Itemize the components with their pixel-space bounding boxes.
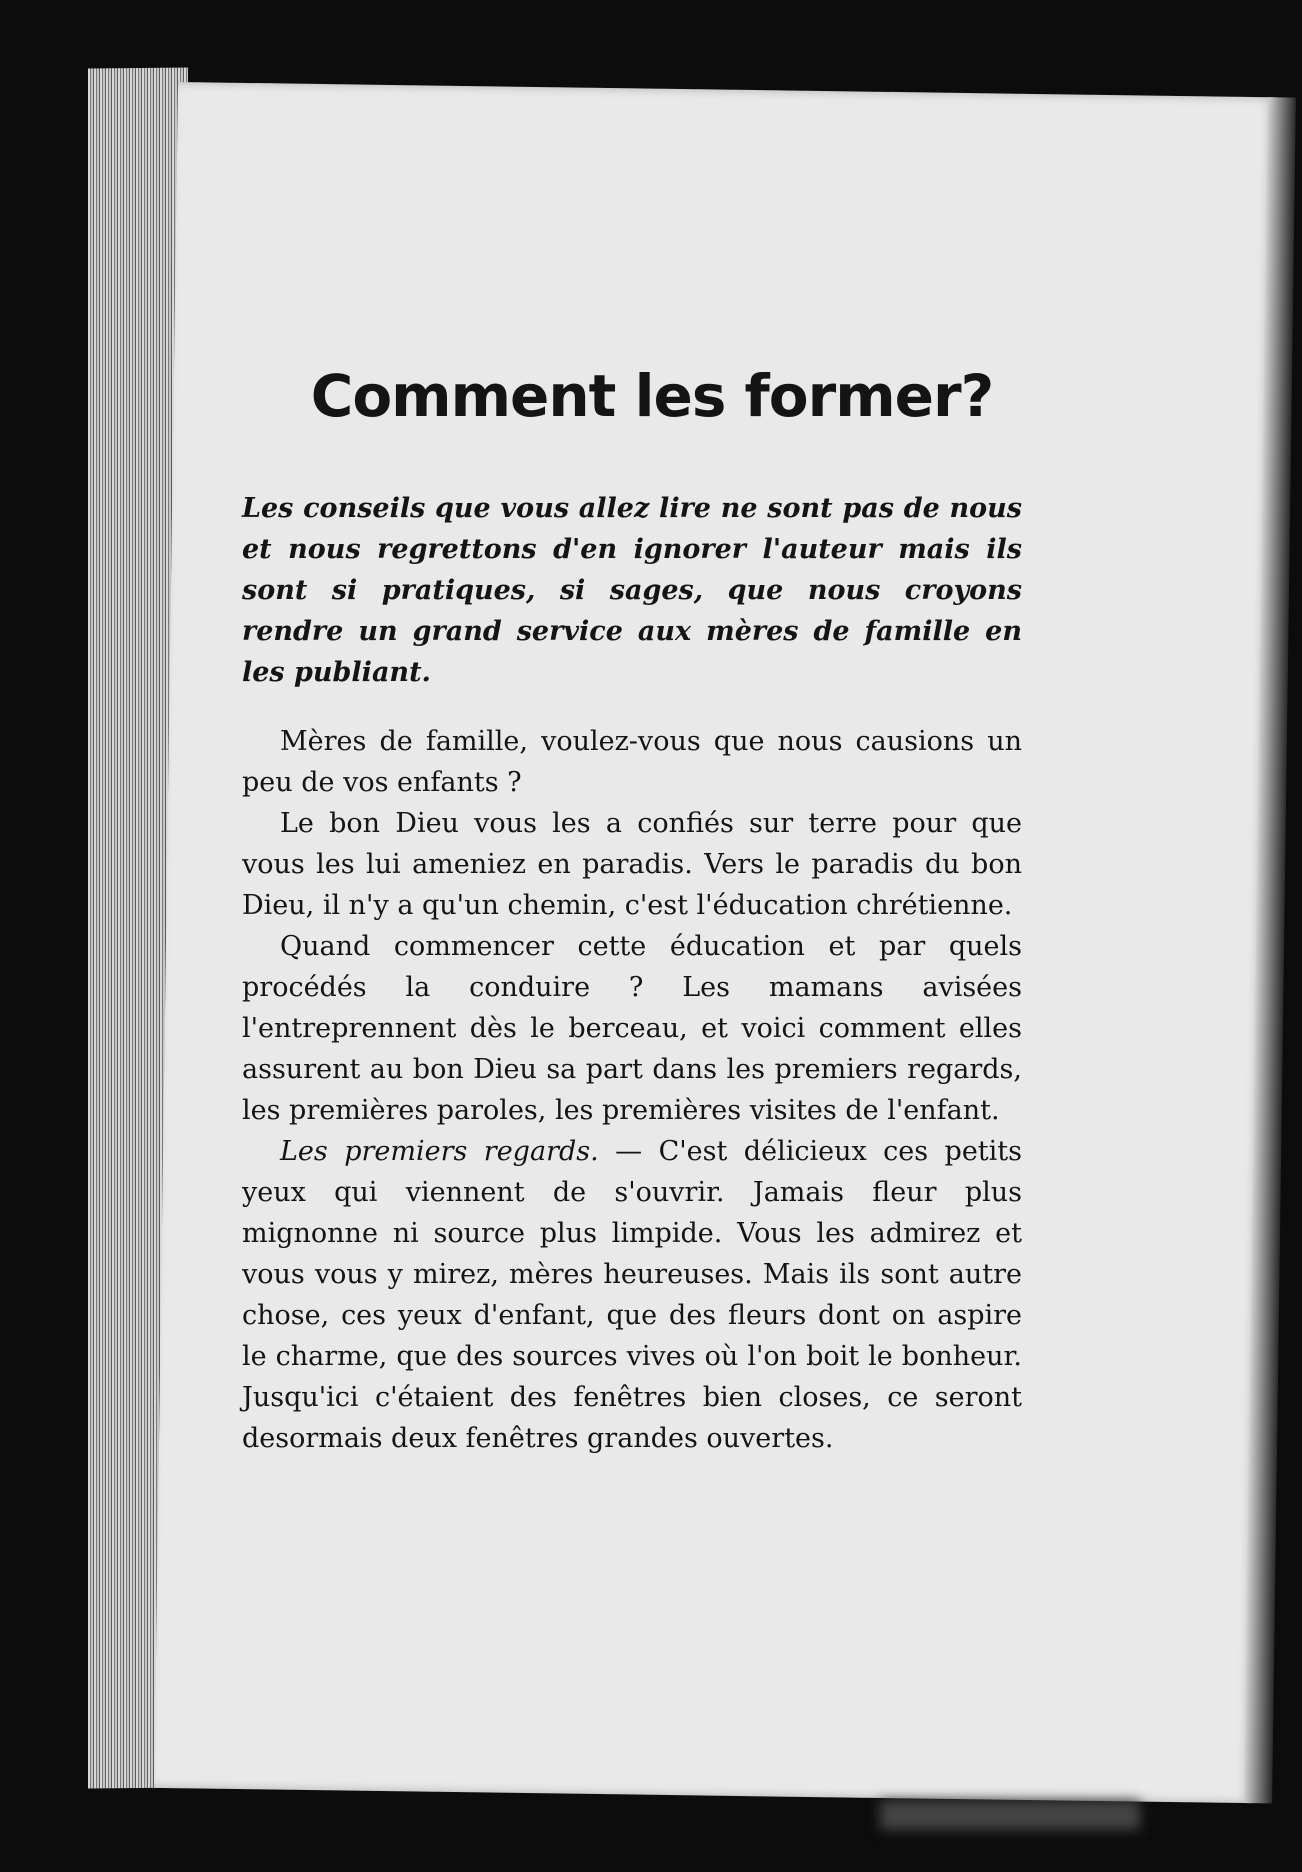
chapter-title: Comment les former? (310, 362, 994, 430)
intro-paragraph: Les conseils que vous allez lire ne sont pas de nous et nous regrettons d'en ignorer l'auteur mais ils sont si pratiques, si sages, que nous croyons rendre un grand service aux mères de famille en les publiant. (242, 493, 1022, 688)
page-gutter-shadow (1244, 97, 1296, 1803)
paragraph-4 (242, 1131, 1022, 1459)
page-text (242, 362, 1022, 1459)
paragraph-2: Le bon Dieu vous les a confiés sur terre pour que vous les lui ameniez en paradis. Vers le paradis du bon Dieu, il n'y a qu'un chemin, c'est l'éducation chrétienne. (242, 808, 1022, 921)
scan-artifact (880, 1800, 1140, 1830)
paragraph-4-body: — C'est délicieux ces petits yeux qui viennent de s'ouvrir. Jamais fleur plus mignonne ni source plus limpide. Vous les admirez et vous vous y mirez, mères heureuses. Mais ils sont autre chose, ces yeux d'enfant, que des fleurs dont on aspire le charme, que des sources vives où l'on boit le bonheur. Jusqu'ici c'étaient des fenêtres bien closes, ce seront desormais deux fenêtres grandes ouvertes. (242, 1136, 1022, 1454)
paragraph-3: Quand commencer cette éducation et par quels procédés la conduire ? Les mamans avisées l'entreprennent dès le berceau, et voici comment elles assurent au bon Dieu sa part dans les premiers regards, les premières paroles, les premières visites de l'enfant. (242, 931, 1022, 1126)
paragraph-1: Mères de famille, voulez-vous que nous causions un peu de vos enfants ? (242, 726, 1022, 798)
section-heading-premiers-regards: Les premiers regards. (280, 1136, 599, 1167)
